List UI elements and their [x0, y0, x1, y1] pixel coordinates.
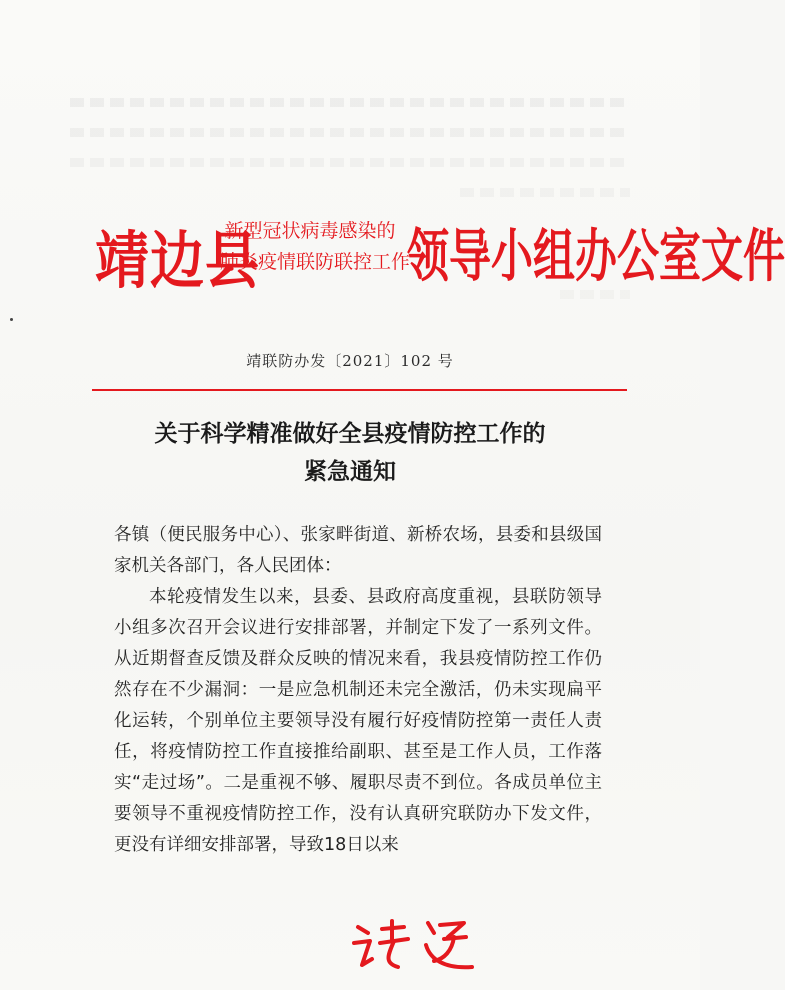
- salutation: 各镇（便民服务中心）、张家畔街道、新桥农场，县委和县级国家机关各部门，各人民团体：: [114, 525, 602, 576]
- body-paragraph: 本轮疫情发生以来，县委、县政府高度重视，县联防领导小组多次召开会议进行安排部署，并制定下发了一系列文件。从近期督查反馈及群众反映的情况来看，我县疫情防控工作仍然存在不少漏洞：一是应急机制还未完全激活，仍未实现扁平化运转，个别单位主要领导没有履行好疫情防控第一责任人责任，将疫情防控工作直接推给副职、甚至是工作人员，工作落实“走过场”。二是重视不够、履职尽责不到位。各成员单位主要领导不重视疫情防控工作，没有认真研究联防办下发文件，更没有详细安排部署，导致18日以来: [114, 587, 602, 855]
- scan-speck: [10, 318, 13, 321]
- header-subtitle-line2: 肺炎疫情联防联控工作: [220, 251, 411, 273]
- document-title: [0, 415, 700, 491]
- document-body: [114, 520, 602, 861]
- header-office: 领导小组办公室文件: [407, 222, 785, 289]
- header-subtitle: [220, 216, 411, 278]
- bleed-through-line: [70, 98, 630, 107]
- bleed-through-line: [70, 158, 630, 167]
- bleed-through-line: [70, 128, 630, 137]
- title-line1: 关于科学精准做好全县疫情防控工作的: [154, 420, 546, 447]
- bleed-through-line: [460, 188, 630, 197]
- handwritten-signature: [348, 915, 478, 975]
- red-divider-line: [92, 389, 627, 391]
- document-header: [95, 208, 785, 298]
- document-number: 靖联防办发〔2021〕102 号: [246, 352, 454, 370]
- header-county: 靖边县: [95, 224, 260, 298]
- header-subtitle-line1: 新型冠状病毒感染的: [224, 220, 396, 242]
- title-line2: 紧急通知: [304, 458, 396, 485]
